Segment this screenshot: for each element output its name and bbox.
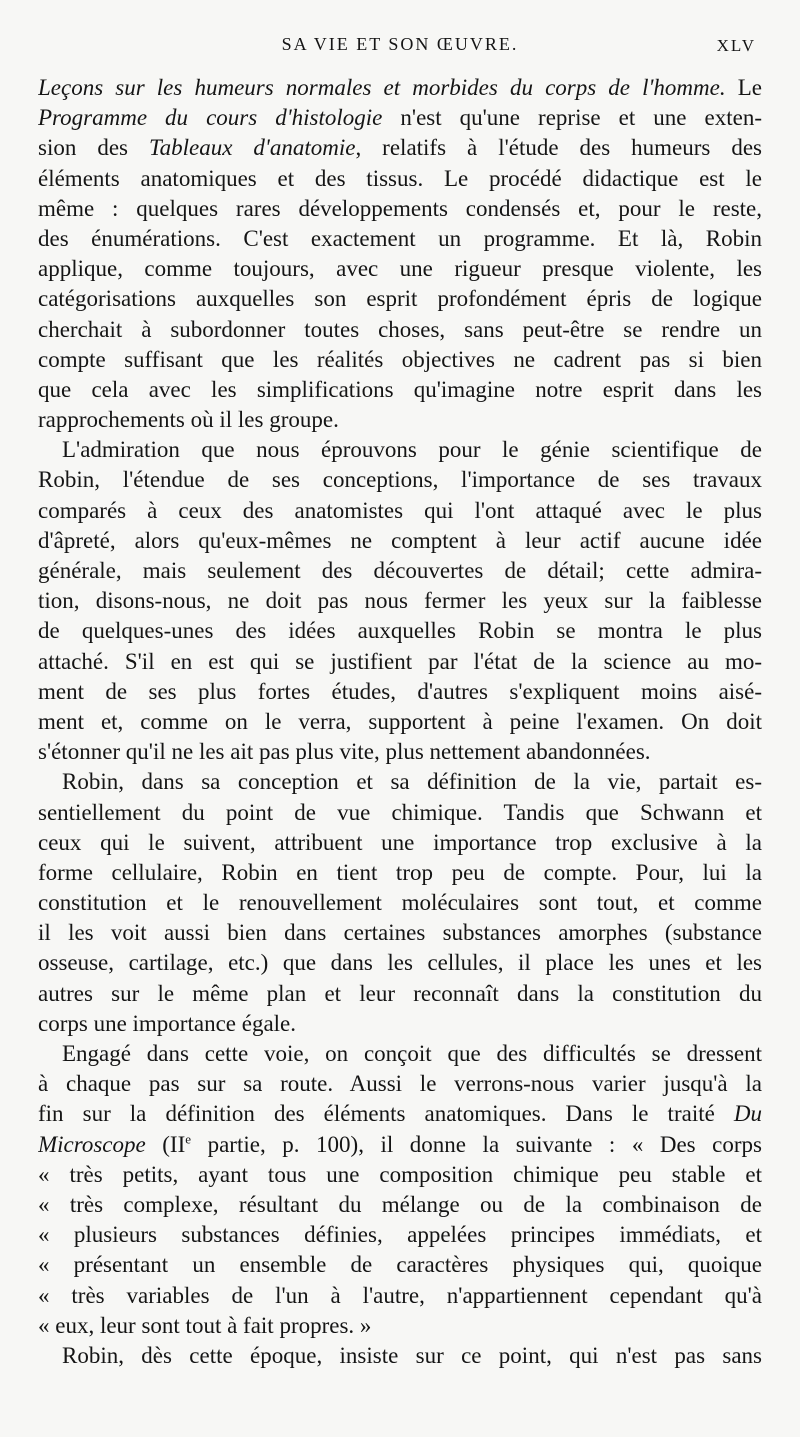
title-du: Du — [733, 1101, 762, 1127]
text-line: Robin, dans sa conception et sa définition de la vie, partait es- — [62, 769, 762, 795]
page-header — [0, 28, 800, 64]
text-line: « très complexe, résultant du mélange ou de la combinaison de — [38, 1191, 762, 1217]
text-line: Engagé dans cette voie, on conçoit que des difficultés se dressent — [62, 1041, 762, 1066]
paragraph-5 — [38, 1341, 762, 1371]
text-line: d'âpreté, alors qu'eux-mêmes ne comptent à leur actif aucune idée — [38, 527, 762, 553]
text-line: rapprochements où il les groupe. — [38, 407, 339, 433]
text-line: forme cellulaire, Robin en tient trop peu de compte. Pour, lui la — [38, 859, 762, 885]
text-line: éléments anatomiques et des tissus. Le procédé didactique est le — [38, 165, 762, 191]
text-line: autres sur le même plan et leur reconnaît dans la constitution du — [38, 980, 762, 1006]
text-line: osseuse, cartilage, etc.) que dans les cellules, il place les unes et les — [38, 950, 762, 976]
text-line: s'étonner qu'il ne les ait pas plus vite, plus nettement abandonnées. — [38, 739, 651, 765]
text-line: Robin, dès cette époque, insiste sur ce point, qui n'est pas sans — [62, 1342, 762, 1368]
paragraph-3 — [38, 767, 762, 1039]
text-line: « présentant un ensemble de caractères physiques qui, quoique — [38, 1252, 762, 1278]
text-line: Robin, l'étendue de ses conceptions, l'importance de ses travaux — [38, 467, 762, 493]
text-line: même : quelques rares développements condensés et, pour le reste, — [38, 195, 762, 221]
text-line: corps une importance égale. — [38, 1010, 296, 1036]
text-line: cherchait à subordonner toutes choses, sans peut-être se rendre un — [38, 316, 762, 342]
paragraph-2 — [38, 435, 762, 767]
text-line: « très variables de l'un à l'autre, n'appartiennent cependant qu'à — [38, 1282, 762, 1308]
paragraph-1 — [38, 73, 762, 435]
text-line: sentiellement du point de vue chimique. Tandis que Schwann et — [38, 799, 762, 825]
text-line: il les voit aussi bien dans certaines substances amorphes (substance — [38, 920, 762, 946]
text-line: ceux qui le suivent, attribuent une importance trop exclusive à la — [38, 829, 762, 855]
text-line: ment et, comme on le verra, supportent à peine l'examen. On doit — [38, 708, 762, 734]
text-line: constitution et le renouvellement moléculaires sont tout, et comme — [38, 890, 762, 916]
title-tableaux: Tableaux d'anatomie — [148, 135, 356, 161]
text-line: « très petits, ayant tous une composition chimique peu stable et — [38, 1161, 762, 1187]
text-line: de quelques-unes des idées auxquelles Robin se montra le plus — [38, 618, 762, 644]
text-line: ment de ses plus fortes études, d'autres s'expliquent moins aisé- — [38, 678, 762, 704]
text-line: L'admiration que nous éprouvons pour le génie scientifique de — [62, 437, 762, 463]
text-line: « eux, leur sont tout à fait propres. » — [38, 1312, 372, 1338]
text-line: à chaque pas sur sa route. Aussi le verrons-nous varier jusqu'à la — [38, 1071, 762, 1097]
text-line: Leçons sur les humeurs normales et morbides du corps de l'homme. Le — [38, 75, 762, 100]
title-programme: Programme du cours d'histologie — [38, 105, 383, 131]
running-title: SA VIE ET SON ŒUVRE. — [281, 34, 519, 54]
paragraph-4 — [38, 1039, 762, 1341]
text-line: Microscope (IIe partie, p. 100), il donne la suivante : « Des corps — [38, 1130, 762, 1157]
text-line: « plusieurs substances définies, appelées principes immédiats, et — [38, 1222, 762, 1248]
text-line: Programme du cours d'histologie n'est qu'une reprise et une exten- — [38, 105, 762, 131]
title-lecons: Leçons sur les humeurs normales et morbides du corps de l'homme. — [38, 75, 726, 100]
text-line: catégorisations auxquelles son esprit profondément épris de logique — [38, 286, 762, 312]
text-line: fin sur la définition des éléments anatomiques. Dans le traité Du — [38, 1101, 762, 1127]
text-line: des énumérations. C'est exactement un programme. Et là, Robin — [38, 225, 762, 251]
body-text — [38, 73, 762, 1371]
text-line: compte suffisant que les réalités objectives ne cadrent pas si bien — [38, 346, 762, 372]
page-number: XLV — [716, 36, 756, 55]
text-line: tion, disons-nous, ne doit pas nous fermer les yeux sur la faiblesse — [38, 588, 762, 614]
text-line: comparés à ceux des anatomistes qui l'ont attaqué avec le plus — [38, 497, 762, 523]
text-line: que cela avec les simplifications qu'imagine notre esprit dans les — [38, 376, 762, 402]
text-line: attaché. S'il en est qui se justifient par l'état de la science au mo- — [38, 648, 762, 674]
text-line: sion des Tableaux d'anatomie, relatifs à l'étude des humeurs des — [38, 135, 762, 161]
title-microscope: Microscope — [38, 1131, 146, 1157]
text-line: applique, comme toujours, avec une rigueur presque violente, les — [38, 256, 762, 282]
text-line: générale, mais seulement des découvertes de détail; cette admira- — [38, 558, 762, 583]
